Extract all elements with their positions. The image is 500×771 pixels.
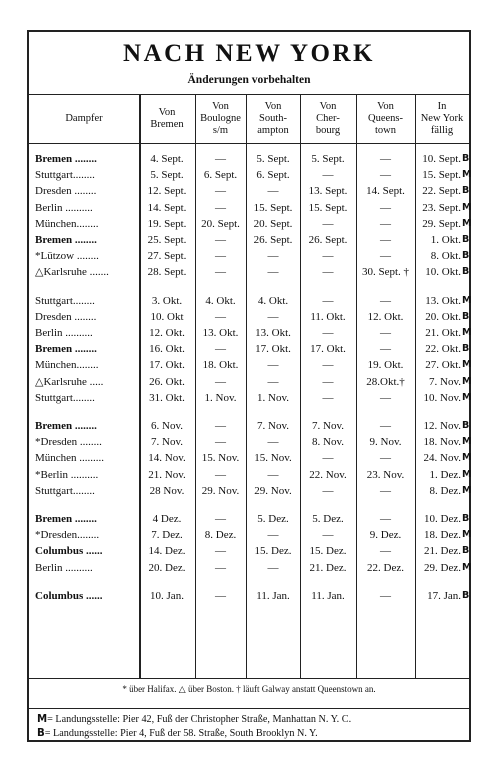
cell-von-cherbourg: — (322, 484, 334, 497)
ship-name: *Lützow ........ (35, 250, 99, 263)
cell-von-cherbourg: 11. Okt. (310, 310, 346, 323)
cell-von-boulogne: — (215, 201, 226, 214)
cell-von-bremen: 16. Okt. (149, 343, 185, 356)
cell-von-cherbourg: — (322, 169, 334, 182)
cell-von-southampton: — (267, 436, 279, 449)
ship-name: München ......... (35, 452, 105, 465)
cell-in-new-york: 8. Okt. (430, 250, 461, 263)
cell-von-southampton: 6. Sept. (256, 169, 290, 182)
cell-von-queenstown: — (380, 343, 391, 356)
header-von-boulogne: Von Boulogne s/m (200, 101, 241, 136)
cell-von-boulogne: — (215, 234, 226, 246)
cell-von-cherbourg: 5. Sept. (311, 153, 345, 165)
header-bottom-rule (29, 143, 469, 144)
cell-von-bremen: 4 Dez. (152, 513, 182, 525)
pier-mark: M (462, 452, 472, 464)
cell-von-bremen: 20. Dez. (148, 561, 186, 574)
pier-mark: B (462, 589, 470, 601)
cell-von-bremen: 12. Sept. (147, 185, 187, 198)
pier-mark: B (462, 250, 470, 262)
cell-von-bremen: 26. Okt. (149, 375, 185, 388)
cell-von-cherbourg: 15. Dez. (309, 545, 347, 558)
pier-mark: M (462, 375, 472, 387)
cell-von-southampton: — (267, 375, 279, 388)
cell-in-new-york: 29. Sept. (422, 217, 461, 230)
cell-von-southampton: 26. Sept. (253, 234, 293, 246)
cell-von-cherbourg: — (322, 250, 334, 263)
cell-von-boulogne: — (215, 468, 226, 481)
pier-mark: M (462, 201, 472, 213)
cell-in-new-york: 7. Nov. (429, 375, 461, 388)
cell-von-southampton: 7. Nov. (257, 420, 289, 432)
cell-von-cherbourg: 26. Sept. (308, 234, 348, 246)
cell-in-new-york: 18. Nov. (423, 436, 461, 449)
page-subtitle: Änderungen vorbehalten (187, 74, 311, 86)
cell-von-cherbourg: 5. Dez. (312, 513, 344, 525)
cell-von-queenstown: 28.Okt.† (366, 375, 405, 388)
cell-von-boulogne: 18. Okt. (202, 359, 239, 372)
cell-von-cherbourg: — (322, 266, 334, 279)
cell-von-southampton: 15. Dez. (254, 545, 292, 558)
cell-von-cherbourg: — (322, 452, 334, 465)
header-von-southampton: Von South- ampton (257, 101, 289, 136)
cell-von-boulogne: 20. Sept. (201, 217, 240, 230)
ship-name: München........ (35, 359, 99, 372)
cell-von-bremen: 5. Sept. (150, 169, 184, 182)
ship-name: Bremen ........ (35, 234, 97, 246)
legend-line-manhattan (37, 714, 461, 725)
pier-mark: B (462, 545, 470, 557)
page-title: NACH NEW YORK (123, 40, 375, 67)
cell-von-bremen: 4. Sept. (150, 153, 184, 165)
cell-von-cherbourg: — (322, 359, 334, 372)
cell-von-bremen: 28 Nov. (149, 484, 185, 497)
pier-mark: M (462, 561, 472, 573)
cell-von-queenstown: 23. Nov. (366, 468, 405, 481)
header-von-bremen: Von Bremen (150, 107, 184, 130)
cell-von-queenstown: — (380, 589, 391, 602)
cell-von-queenstown: — (380, 545, 391, 558)
cell-von-bremen: 10. Okt (150, 310, 184, 323)
cell-von-boulogne: — (215, 375, 226, 388)
cell-von-bremen: 12. Okt. (149, 327, 185, 339)
ship-name: Bremen ........ (35, 513, 97, 525)
cell-von-southampton: 4. Okt. (257, 294, 289, 307)
cell-von-boulogne: 1. Nov. (204, 391, 237, 404)
ship-name: △Karlsruhe ....... (35, 266, 109, 279)
ship-name: Berlin .......... (35, 327, 93, 339)
cell-von-southampton: — (267, 529, 279, 542)
cell-von-queenstown: — (380, 452, 391, 465)
cell-in-new-york: 22. Sept. (422, 185, 461, 198)
ship-name: Bremen ........ (35, 343, 97, 356)
table-bottom-rule (29, 678, 469, 679)
cell-von-bremen: 17. Okt. (149, 359, 185, 372)
cell-von-queenstown: — (380, 391, 391, 404)
cell-in-new-york: 15. Sept. (422, 169, 461, 182)
header-dampfer: Dampfer (65, 113, 103, 124)
cell-von-cherbourg: — (322, 327, 334, 339)
cell-von-queenstown: — (380, 153, 391, 165)
cell-von-southampton: 20. Sept. (253, 217, 293, 230)
cell-von-boulogne: — (215, 250, 226, 263)
header-von-queenstown: Von Queens- town (368, 101, 403, 136)
ship-name: Columbus ...... (35, 545, 103, 558)
pier-mark: B (462, 310, 470, 322)
cell-von-bremen: 14. Dez. (148, 545, 186, 558)
cell-von-bremen: 10. Jan. (150, 589, 184, 602)
cell-von-queenstown: 9. Dez. (369, 529, 402, 542)
pier-mark: M (462, 391, 472, 403)
cell-von-queenstown: 14. Sept. (366, 185, 405, 198)
cell-von-queenstown: — (380, 484, 391, 497)
cell-von-cherbourg: 21. Dez. (309, 561, 347, 574)
cell-von-bremen: 3. Okt. (151, 294, 183, 307)
cell-von-cherbourg: 22. Nov. (309, 468, 347, 481)
cell-von-southampton: 15. Nov. (254, 452, 292, 465)
cell-von-boulogne: — (215, 153, 226, 165)
cell-von-southampton: 5. Dez. (257, 513, 289, 525)
cell-in-new-york: 10. Dez. (424, 513, 461, 525)
cell-von-southampton: 17. Okt. (255, 343, 291, 356)
cell-von-southampton: — (267, 468, 279, 481)
cell-in-new-york: 21. Dez. (424, 545, 461, 558)
ship-name: Dresden ........ (35, 310, 97, 323)
cell-von-cherbourg: 17. Okt. (310, 343, 346, 356)
cell-von-bremen: 28. Sept. (147, 266, 187, 279)
footnotes: * über Halifax. △ über Boston. † läuft Galway anstatt Queenstown an. (122, 684, 376, 694)
cell-von-bremen: 6. Nov. (151, 420, 183, 432)
cell-von-queenstown: — (380, 420, 391, 432)
pier-mark: M (462, 468, 472, 480)
cell-in-new-york: 8. Dez. (429, 484, 461, 497)
cell-in-new-york: 13. Okt. (425, 294, 461, 307)
cell-von-boulogne: — (215, 343, 226, 356)
cell-in-new-york: 10. Okt. (425, 266, 461, 279)
cell-von-boulogne: 4. Okt. (205, 294, 236, 307)
cell-von-boulogne: — (215, 545, 226, 558)
pier-mark: M (462, 294, 472, 306)
cell-von-queenstown: — (380, 201, 391, 214)
pier-mark: B (462, 513, 470, 524)
header-in-new-york: In New York fällig (420, 101, 464, 136)
pier-mark: B (462, 153, 470, 164)
cell-von-queenstown: — (380, 294, 391, 307)
cell-von-queenstown: 19. Okt. (367, 359, 404, 372)
cell-von-southampton: — (267, 250, 279, 263)
ship-name: Stuttgart........ (35, 484, 95, 497)
ship-name: *Dresden ........ (35, 436, 102, 449)
ship-name: △Karlsruhe ..... (35, 375, 104, 388)
cell-von-boulogne: — (215, 436, 226, 449)
cell-von-southampton: 29. Nov. (254, 484, 292, 497)
cell-von-southampton: 13. Okt. (255, 327, 291, 339)
cell-in-new-york: 23. Sept. (422, 201, 461, 214)
cell-von-cherbourg: 8. Nov. (312, 436, 344, 449)
pier-mark: M (462, 529, 472, 541)
cell-von-boulogne: 6. Sept. (203, 169, 238, 182)
ship-name: Bremen ........ (35, 153, 97, 165)
cell-in-new-york: 1. Okt. (430, 234, 461, 246)
cell-von-cherbourg: — (322, 391, 334, 404)
cell-von-bremen: 14. Nov. (148, 452, 186, 465)
ship-name: Stuttgart........ (35, 294, 95, 307)
pier-mark: B (462, 343, 470, 355)
cell-von-cherbourg: — (322, 529, 334, 542)
ship-name: Berlin .......... (35, 201, 93, 214)
pier-mark: M (462, 484, 472, 496)
pier-mark: M (462, 327, 472, 338)
cell-von-cherbourg: — (322, 217, 334, 230)
ship-name: *Dresden........ (35, 529, 100, 542)
cell-von-boulogne: — (215, 266, 226, 279)
cell-von-queenstown: — (380, 327, 391, 339)
cell-von-southampton: — (267, 310, 279, 323)
ship-name: München........ (35, 217, 99, 230)
footnote-rule (29, 708, 469, 709)
cell-von-queenstown: 9. Nov. (369, 436, 402, 449)
cell-von-boulogne: 13. Okt. (202, 327, 239, 339)
cell-von-boulogne: — (215, 513, 226, 525)
cell-von-southampton: — (267, 185, 279, 198)
cell-von-cherbourg: 13. Sept. (308, 185, 348, 198)
cell-von-boulogne: — (215, 420, 226, 432)
cell-von-bremen: 7. Nov. (151, 436, 183, 449)
cell-von-cherbourg: 15. Sept. (308, 201, 348, 214)
cell-von-bremen: 21. Nov. (148, 468, 186, 481)
ship-name: Stuttgart........ (35, 169, 95, 182)
pier-mark: M (462, 217, 472, 229)
pier-mark: M (462, 169, 472, 181)
cell-von-queenstown: — (380, 217, 391, 230)
ship-name: Dresden ........ (35, 185, 97, 198)
schedule-frame (27, 30, 471, 742)
cell-von-southampton: — (267, 359, 279, 372)
ship-name: *Berlin .......... (35, 468, 99, 481)
cell-in-new-york: 10. Nov. (423, 391, 461, 404)
cell-von-boulogne: — (215, 185, 226, 198)
cell-von-cherbourg: 7. Nov. (312, 420, 344, 432)
cell-von-queenstown: — (380, 169, 391, 182)
ship-name: Columbus ...... (35, 589, 103, 602)
ship-name: Berlin .......... (35, 561, 93, 574)
cell-von-southampton: 15. Sept. (253, 201, 293, 214)
cell-von-queenstown: 30. Sept. † (361, 266, 410, 279)
ship-name: Bremen ........ (35, 420, 97, 432)
pier-mark: B (462, 266, 470, 278)
cell-von-bremen: 7. Dez. (151, 529, 183, 542)
pier-mark: B (462, 420, 470, 431)
cell-von-southampton: 1. Nov. (257, 391, 289, 404)
cell-in-new-york: 1. Dez. (429, 468, 461, 481)
pier-mark: B (462, 234, 470, 245)
legend-key-b: B (37, 728, 45, 739)
pier-mark: B (462, 185, 470, 197)
cell-von-southampton: — (267, 266, 279, 279)
cell-in-new-york: 10. Sept. (422, 153, 461, 165)
cell-in-new-york: 20. Okt. (425, 310, 461, 323)
cell-von-boulogne: 8. Dez. (204, 529, 237, 542)
legend-text-b: = Landungsstelle: Pier 4, Fuß der 58. Straße, South Brooklyn N. Y. (44, 728, 318, 739)
legend-key-m: M (37, 714, 48, 725)
cell-von-boulogne: — (215, 310, 226, 323)
cell-von-cherbourg: — (322, 375, 334, 388)
cell-von-queenstown: — (380, 513, 391, 525)
cell-von-bremen: 27. Sept. (147, 250, 187, 263)
cell-von-boulogne: 29. Nov. (201, 484, 240, 497)
header-von-cherbourg: Von Cher- bourg (315, 101, 341, 136)
cell-von-queenstown: — (380, 250, 391, 263)
cell-von-southampton: — (267, 561, 279, 574)
cell-von-queenstown: 12. Okt. (367, 310, 404, 323)
cell-von-queenstown: 22. Dez. (367, 561, 404, 574)
cell-von-boulogne: — (215, 561, 226, 574)
cell-in-new-york: 27. Okt. (425, 359, 461, 372)
cell-in-new-york: 21. Okt. (425, 327, 461, 339)
cell-von-boulogne: 15. Nov. (201, 452, 240, 465)
cell-in-new-york: 29. Dez. (424, 561, 461, 574)
cell-von-cherbourg: — (322, 294, 334, 307)
cell-von-queenstown: — (380, 234, 391, 246)
cell-von-southampton: 5. Sept. (256, 153, 290, 165)
cell-in-new-york: 12. Nov. (423, 420, 461, 432)
pier-mark: M (462, 436, 472, 448)
cell-von-bremen: 31. Okt. (149, 391, 185, 404)
cell-von-bremen: 25. Sept. (147, 234, 187, 246)
cell-von-boulogne: — (215, 589, 226, 602)
cell-von-southampton: 11. Jan. (256, 589, 290, 602)
cell-in-new-york: 17. Jan. (427, 589, 461, 602)
legend-line-brooklyn (37, 728, 461, 739)
cell-von-bremen: 19. Sept. (147, 217, 187, 230)
pier-mark: M (462, 359, 472, 371)
cell-in-new-york: 22. Okt. (425, 343, 461, 356)
cell-von-cherbourg: 11. Jan. (311, 589, 345, 602)
cell-in-new-york: 24. Nov. (423, 452, 461, 465)
cell-von-bremen: 14. Sept. (147, 201, 187, 214)
legend-text-m: = Landungsstelle: Pier 42, Fuß der Christopher Straße, Manhattan N. Y. C. (47, 714, 352, 725)
cell-in-new-york: 18. Dez. (424, 529, 461, 542)
ship-name: Stuttgart........ (35, 391, 95, 404)
